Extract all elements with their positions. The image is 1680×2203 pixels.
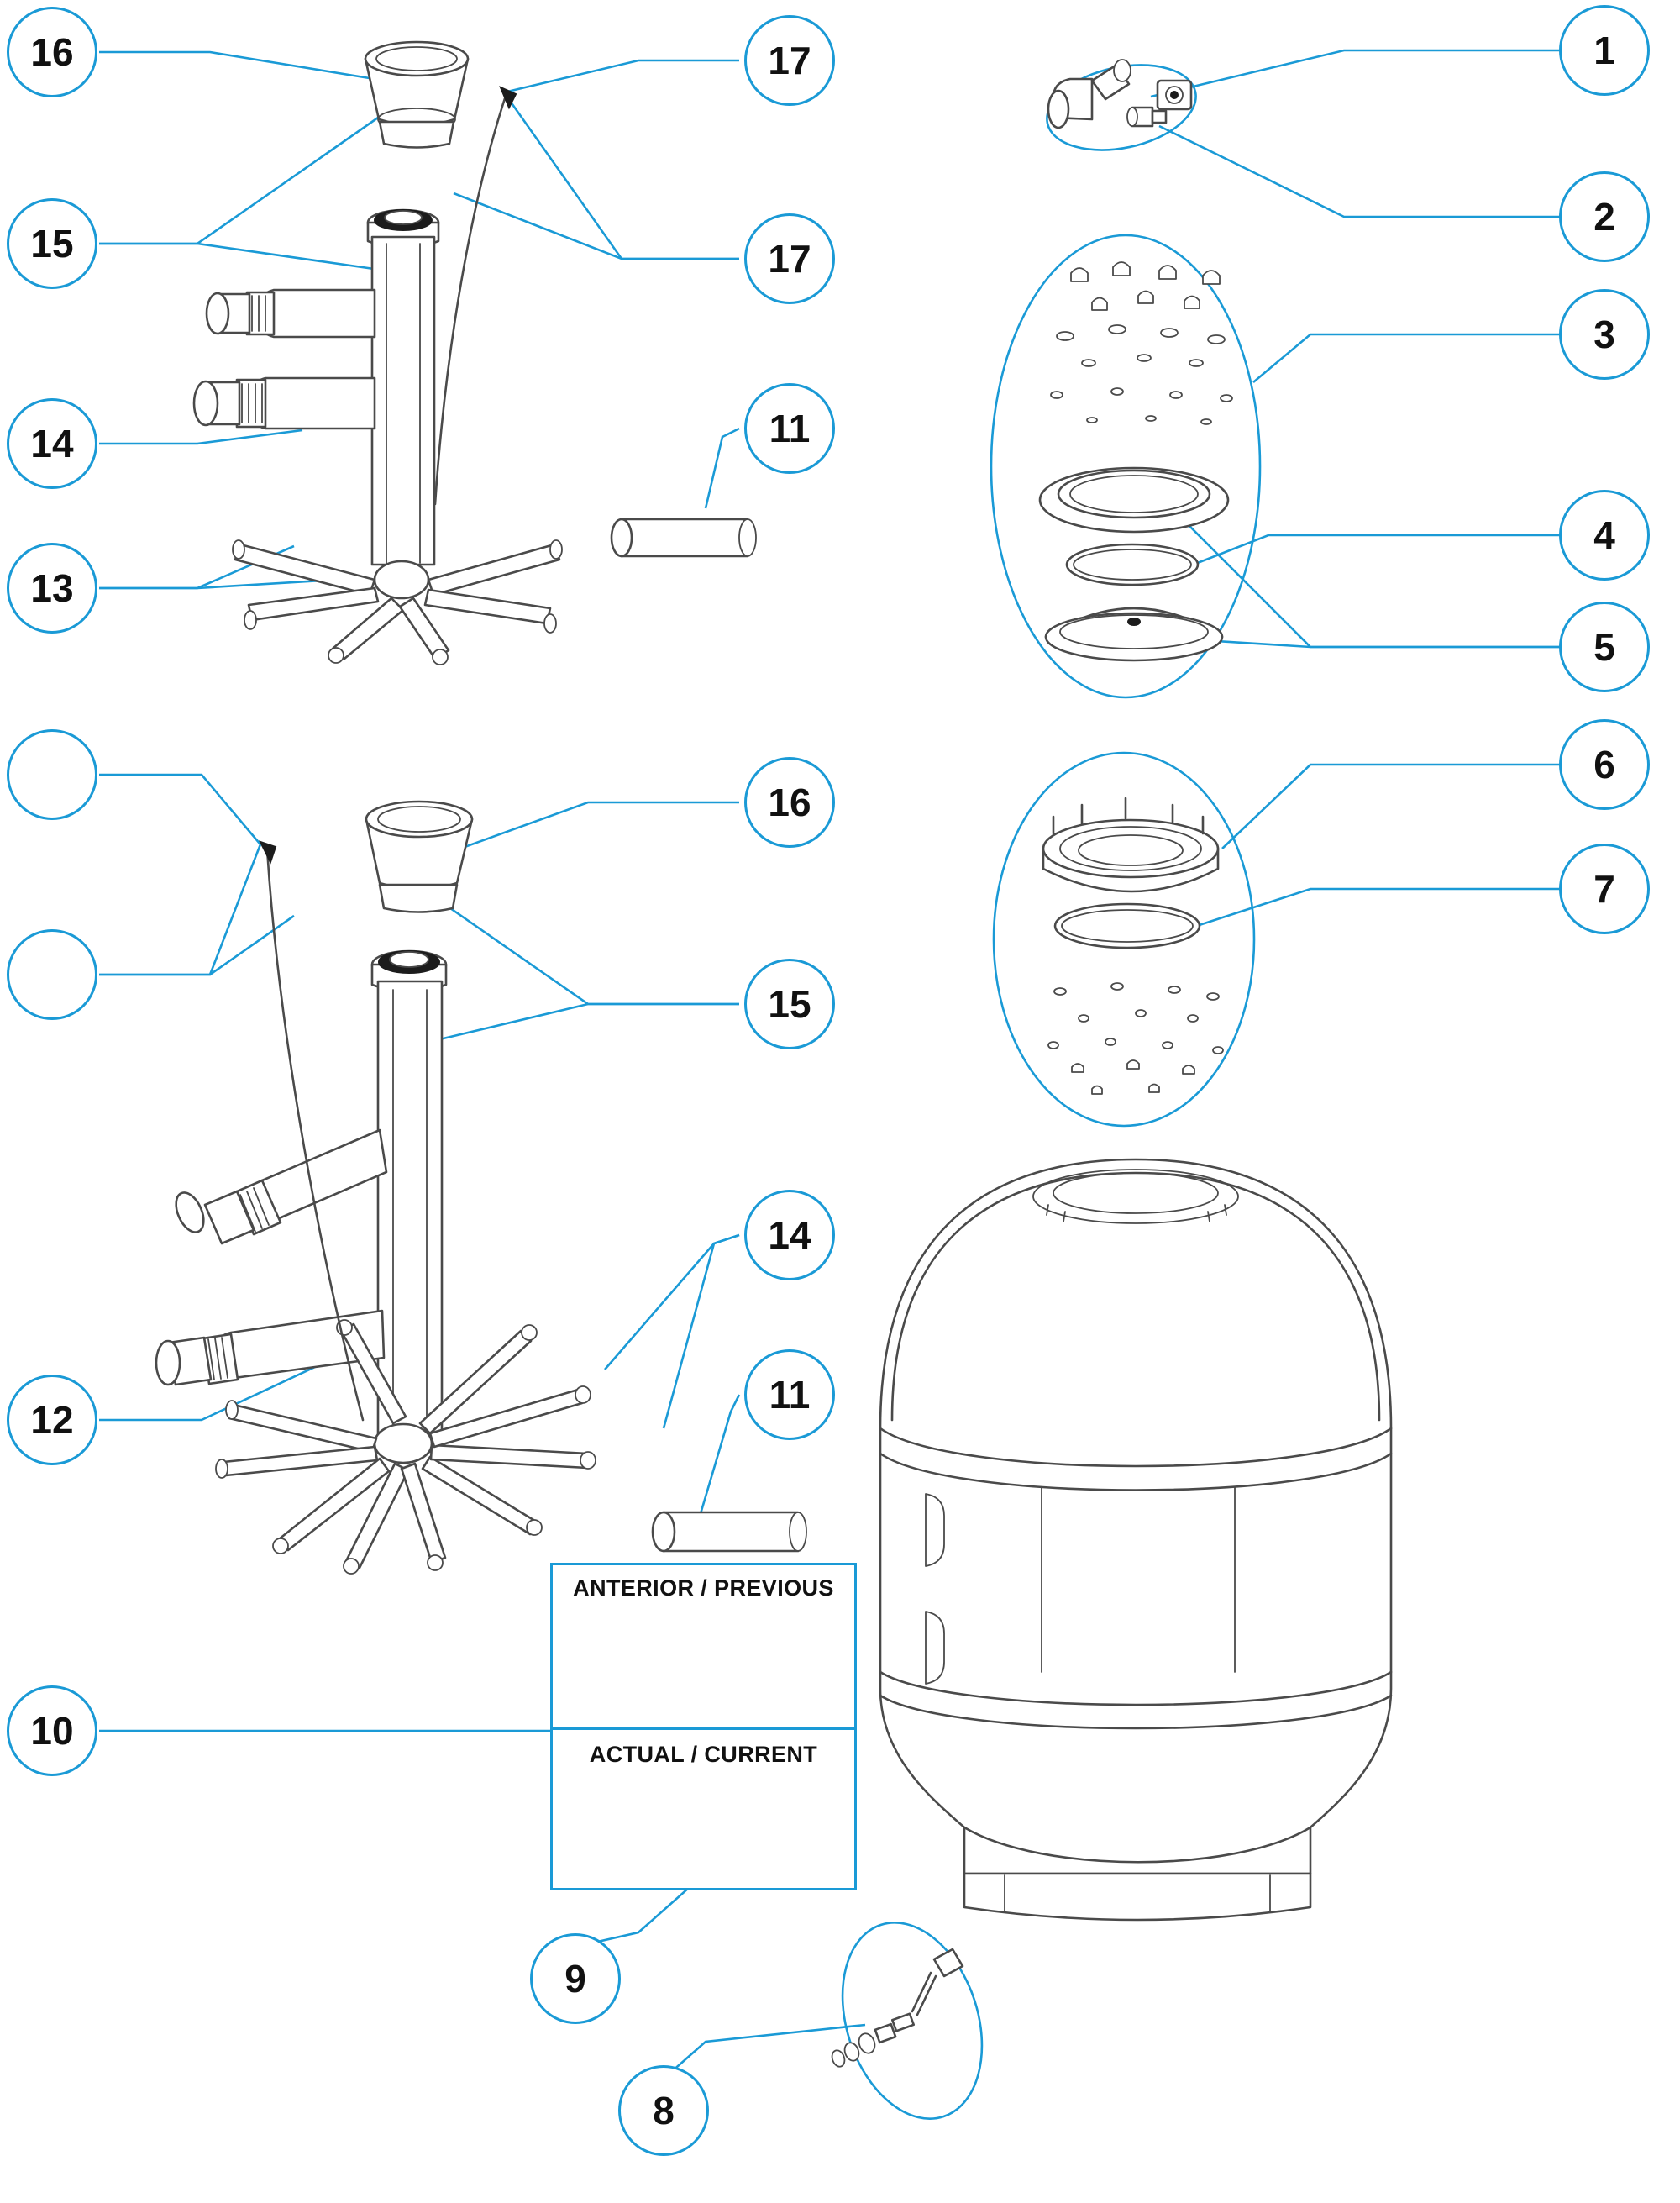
callout-label: 3	[1593, 313, 1615, 356]
hardware-kit	[819, 1905, 1006, 2137]
callout-12-top[interactable]	[7, 543, 97, 634]
bolt-and-nuts	[830, 1949, 963, 2069]
diffuser-plate-upper	[1046, 608, 1222, 660]
callout-16-bottom[interactable]	[7, 929, 97, 1020]
callout-label: 17	[768, 39, 811, 82]
branch-upper	[207, 290, 375, 337]
nozzle-cluster-upper	[1051, 262, 1232, 424]
valve-fitting-group	[1039, 52, 1204, 162]
callout-12-bottom[interactable]	[744, 1190, 835, 1280]
callout-label: 5	[1593, 625, 1615, 669]
callout-label: 14	[768, 1213, 811, 1257]
legend-divider	[553, 1727, 854, 1730]
callout-1[interactable]	[1559, 5, 1650, 96]
callout-label: 2	[1593, 195, 1615, 239]
callout-15-top[interactable]	[7, 7, 97, 97]
callout-label: 17	[768, 237, 811, 281]
plug-upper	[612, 519, 756, 556]
callout-13-bottom[interactable]	[7, 1375, 97, 1465]
callout-17-top[interactable]	[744, 15, 835, 106]
callout-label: 7	[1593, 867, 1615, 911]
callout-label: 16	[30, 30, 74, 74]
funnel-upper	[365, 42, 468, 148]
lower-manifold-assembly	[156, 802, 806, 1574]
elbow-fitting	[1048, 60, 1131, 128]
callout-label: 15	[30, 222, 74, 266]
callout-7[interactable]	[1559, 844, 1650, 934]
callout-label: 1	[1593, 29, 1615, 72]
branch-lower-upper	[171, 1130, 386, 1243]
callout-9[interactable]	[530, 1933, 621, 2024]
flange-ring-upper	[1040, 468, 1228, 532]
callout-17-bottom[interactable]	[7, 729, 97, 820]
callout-label: 11	[769, 1373, 811, 1417]
callout-label: 10	[30, 1709, 74, 1753]
callout-6[interactable]	[1559, 719, 1650, 810]
upper-manifold-assembly	[194, 42, 756, 665]
callout-label: 14	[30, 422, 74, 465]
callout-label: 12	[30, 1398, 74, 1442]
callout-label: 6	[1593, 743, 1615, 786]
toothed-flange	[1043, 798, 1218, 891]
callout-label: 9	[564, 1957, 586, 2001]
lower-sand-bed-group	[994, 753, 1254, 1126]
callout-label: 15	[768, 982, 811, 1026]
square-nut-fitting	[1158, 81, 1191, 109]
branch-lower	[194, 378, 375, 429]
funnel-lower	[366, 802, 472, 912]
filter-tank-body	[880, 1159, 1391, 1920]
callout-label: 8	[653, 2089, 675, 2132]
legend-box	[550, 1563, 857, 1890]
callout-13-top[interactable]	[7, 398, 97, 489]
small-fitting-2	[1127, 108, 1166, 126]
plug-lower	[653, 1512, 806, 1551]
gasket-upper	[1067, 544, 1198, 585]
callout-14-top[interactable]	[7, 198, 97, 289]
callout-10[interactable]	[7, 1685, 97, 1776]
legend-current-title: ACTUAL / CURRENT	[589, 1742, 818, 1767]
callout-11-top[interactable]	[744, 383, 835, 474]
callout-14-bottom[interactable]	[744, 959, 835, 1049]
legend-previous-title: ANTERIOR / PREVIOUS	[573, 1575, 834, 1601]
callout-5[interactable]	[1559, 602, 1650, 692]
upper-sand-bed-group	[991, 235, 1260, 697]
callout-2[interactable]	[1559, 171, 1650, 262]
callout-16-top[interactable]	[744, 213, 835, 304]
callout-4[interactable]	[1559, 490, 1650, 581]
callout-3[interactable]	[1559, 289, 1650, 380]
callout-15-bottom[interactable]	[744, 757, 835, 848]
callout-11-bottom[interactable]	[744, 1349, 835, 1440]
callout-label: 16	[768, 781, 811, 824]
callout-label: 11	[769, 407, 811, 450]
callout-8[interactable]	[618, 2065, 709, 2156]
callout-label: 4	[1593, 513, 1615, 557]
callout-label: 13	[30, 566, 74, 610]
nozzle-cluster-lower	[1048, 983, 1223, 1094]
